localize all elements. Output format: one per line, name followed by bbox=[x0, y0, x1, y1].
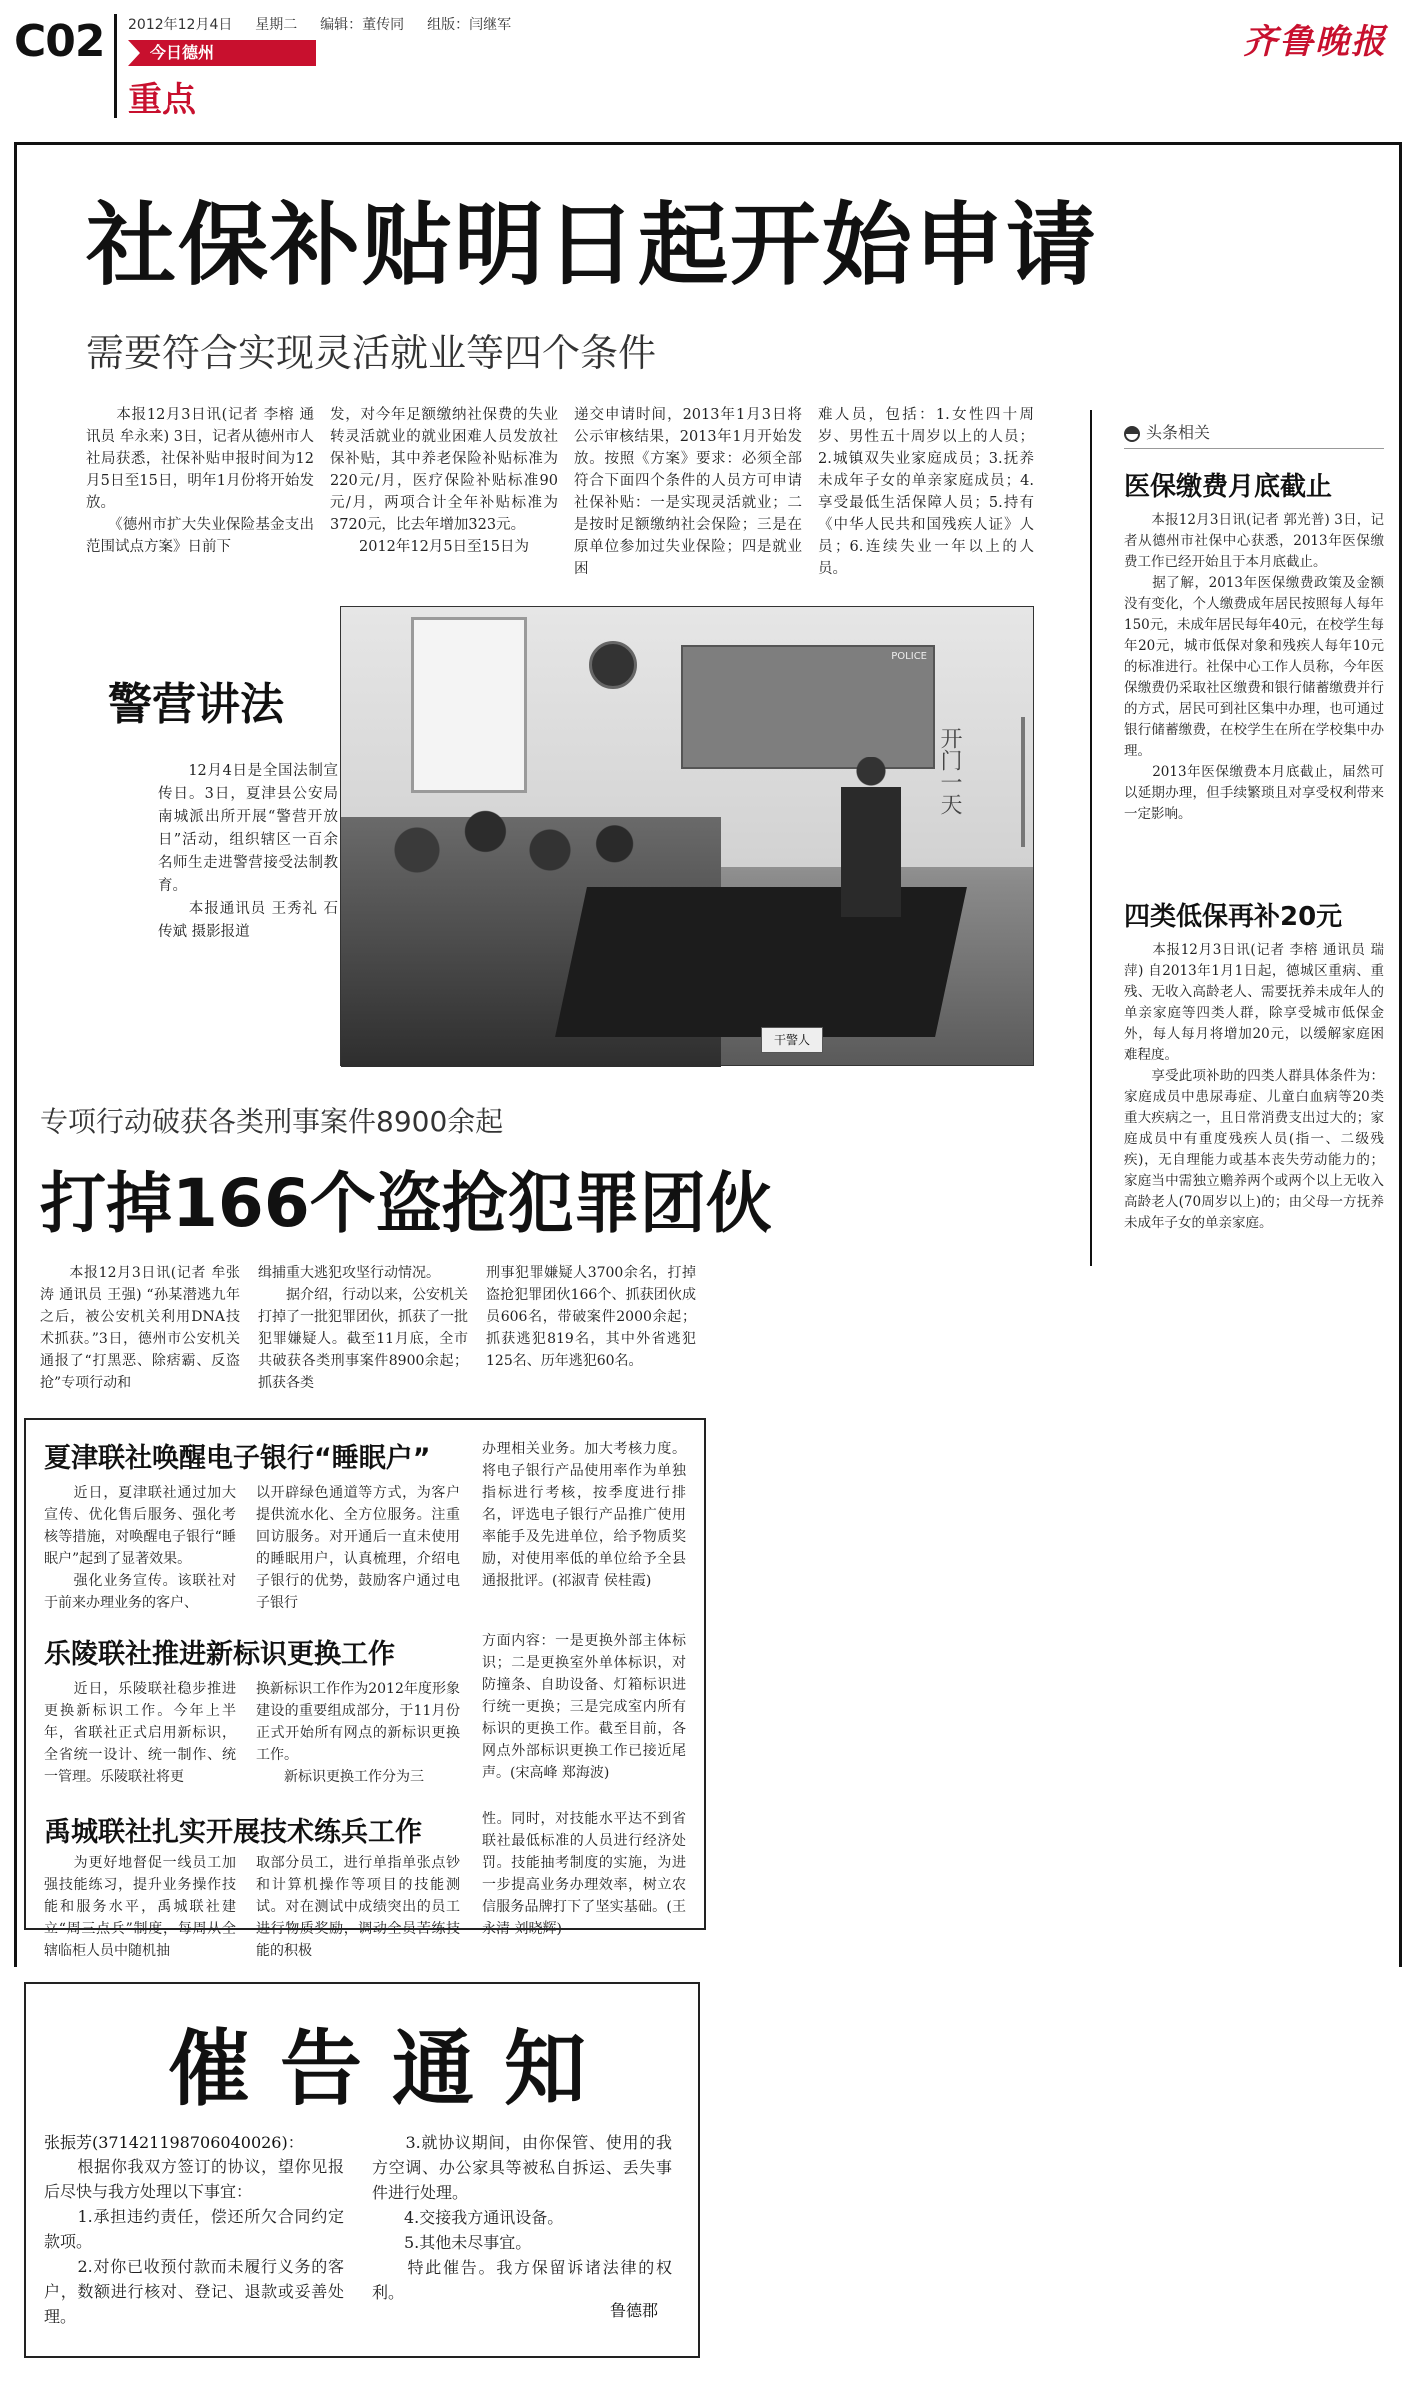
photo-story-caption: 12月4日是全国法制宣传日。3日，夏津县公安局南城派出所开展“警营开放日”活动，组织辖区一百余名师生走进警营接受法制教育。 本报通讯员 王秀礼 石传斌 摄影报道 bbox=[158, 763, 338, 940]
lead-column-3: 递交申请时间，2013年1月3日将公示审核结果，2013年1月开始发放。按照《方案》要求：必须全部符合下面四个条件的人员方可申请社保补贴：一是实现灵活就业；二是按时足额缴纳社会保险；三是在原单位参加过失业保险；四是就业困 bbox=[574, 407, 802, 577]
bank-story-2-title: 乐陵联社推进新标识更换工作 bbox=[44, 1639, 395, 1670]
crime-column-2: 缉捕重大逃犯攻坚行动情况。 据介绍，行动以来，公安机关打掉了一批犯罪团伙，抓获了一批犯罪嫌疑人。截至11月底，全市共破获各类刑事案件8900余起；抓获各类 bbox=[258, 1265, 468, 1391]
sidebar-story-2-title: 四类低保再补20元 bbox=[1124, 902, 1343, 932]
header-layout: 组版：闫继军 bbox=[427, 17, 512, 33]
header-weekday: 星期二 bbox=[255, 17, 298, 33]
section-title: 重点 bbox=[128, 80, 196, 120]
frame-top bbox=[14, 142, 1402, 145]
crime-column-3: 刑事犯罪嫌疑人3700余名，打掉盗抢犯罪团伙166个、抓获团伙成员606名，带破案件2000余起；抓获逃犯819名，其中外省逃犯125名、历年逃犯60名。 bbox=[486, 1265, 696, 1369]
header-date: 2012年12月4日 bbox=[128, 17, 233, 33]
notice-right: 3.就协议期间，由你保管、使用的我方空调、办公家具等被私自拆运、丢失事件进行处理。 4.交接我方通讯设备。 5.其他未尽事宜。 特此催告。我方保留诉诸法律的权利。 bbox=[372, 2133, 672, 2302]
sidebar-tag-icon bbox=[1124, 426, 1140, 442]
lead-column-2: 发，对今年足额缴纳社保费的失业转灵活就业的就业困难人员发放社保补贴，其中养老保险补贴标准为220元/月，医疗保险补贴标准90元/月，两项合计全年补贴标准为3720元，比去年增加323元。 2012年12月5日至15日为 bbox=[330, 407, 558, 555]
nameplate: 干警人 bbox=[761, 1027, 823, 1053]
column-tag: 今日德州 bbox=[150, 43, 215, 62]
frame-right bbox=[1399, 142, 1402, 1967]
calligraphy-sign: 开门一天 bbox=[931, 717, 1025, 847]
notice-addressee: 张振芳(371421198706040026)： bbox=[44, 2133, 304, 2152]
bank-story-1-title: 夏津联社唤醒电子银行“睡眠户” bbox=[44, 1443, 431, 1474]
photo-story-title: 警营讲法 bbox=[108, 679, 284, 730]
header-editor: 编辑：董传同 bbox=[320, 17, 405, 33]
header-meta bbox=[128, 14, 511, 34]
sidebar-story-2-body: 本报12月3日讯(记者 李榕 通讯员 瑞萍) 自2013年1月1日起，德城区重病、重残、无收入高龄老人、需要抚养未成年人的单亲家庭等四类人群，除享受城市低保金外，每人每月将增加20元，以缓解家庭困难程度。 享受此项补助的四类人群具体条件为：家庭成员中患尿毒症、儿童白血病等20类重大疾病之一，且日常消费支出过大的；家庭成员中有重度残疾人员(指一、二级残疾)，无自理能力或基本丧失劳动能力的；家庭当中需独立赡养两个或两个以上无收入高龄老人(70周岁以上)的；由父母一方抚养未成年子女的单亲家庭。 bbox=[1124, 942, 1384, 1231]
notice-title: 催告通知 bbox=[168, 2022, 617, 2117]
bank-story-2-col-1: 近日，乐陵联社稳步推进更换新标识工作。今年上半年，省联社正式启用新标识，全省统一设计、统一制作、统一管理。乐陵联社将更 bbox=[44, 1681, 236, 1785]
bulletin-board bbox=[681, 645, 935, 769]
bank-story-2-col-3: 方面内容：一是更换外部主体标识；二是更换室外单体标识，对防撞条、自助设备、灯箱标识进行统一更换；三是完成室内所有标识的更换工作。截至目前，各网点外部标识更换工作已接近尾声。(宋高峰 郑海波) bbox=[482, 1633, 686, 1781]
conference-table bbox=[555, 887, 967, 1037]
lead-headline: 社保补贴明日起开始申请 bbox=[86, 193, 1098, 298]
masthead-logo: 齐鲁晚报 bbox=[1243, 22, 1387, 62]
sidebar-tag: 头条相关 bbox=[1124, 420, 1210, 443]
bank-story-3-col-3: 性。同时，对技能水平达不到省联社最低标准的人员进行经济处罚。技能抽考制度的实施，为进一步提高业务办理效率，树立农信服务品牌打下了坚实基础。(王永清 刘晓辉) bbox=[482, 1811, 686, 1937]
sidebar-story-1-title: 医保缴费月底截止 bbox=[1124, 472, 1333, 502]
bank-story-2-col-2: 换新标识工作作为2012年度形象建设的重要组成部分，于11月份正式开始所有网点的新标识更换工作。 新标识更换工作分为三 bbox=[256, 1681, 460, 1785]
bank-story-1-col-3: 办理相关业务。加大考核力度。将电子银行产品使用率作为单独指标进行考核，按季度进行排名，评选电子银行产品推广使用率能手及先进单位，给予物质奖励，对使用率低的单位给予全县通报批评。(祁淑青 侯桂霞) bbox=[482, 1441, 686, 1589]
sidebar-story-1-body: 本报12月3日讯(记者 郭光普) 3日，记者从德州市社保中心获悉，2013年医保缴费工作已经开始且于本月底截止。 据了解，2013年医保缴费政策及金额没有变化，个人缴费成年居民按照每人每年150元，未成年居民每年40元，在校学生每年20元，城市低保对象和残疾人每年10元的标准进行。社保中心工作人员称，今年医保缴费仍采取社区缴费和银行储蓄缴费并行的方式，居民可到社区集中办理，也可通过银行储蓄缴费，在校学生在所在学校集中办理。 2013年医保缴费本月底截止，届然可以延期办理，但手续繁琐且对享受权利带来一定影响。 bbox=[1124, 512, 1384, 822]
lead-column-4: 难人员，包括：1.女性四十周岁、男性五十周岁以上的人员；2.城镇双失业家庭成员；3.抚养未成年子女的单亲家庭成员；4.享受最低生活保障人员；5.持有《中华人民共和国残疾人证》人员；6.连续失业一年以上的人员。 bbox=[818, 407, 1034, 577]
bank-story-1-col-2: 以开辟绿色通道等方式，为客户提供流水化、全方位服务。注重回访服务。对开通后一直未使用的睡眠用户，认真梳理，介绍电子银行的优势，鼓励客户通过电子银行 bbox=[256, 1485, 460, 1611]
sidebar-tag-rule bbox=[1124, 448, 1384, 449]
bank-story-1-col-1: 近日，夏津联社通过加大宣传、优化售后服务、强化考核等措施，对唤醒电子银行“睡眠户”起到了显著效果。 强化业务宣传。该联社对于前来办理业务的客户、 bbox=[44, 1485, 236, 1611]
crime-headline: 打掉166个盗抢犯罪团伙 bbox=[40, 1165, 772, 1242]
standing-student-shape bbox=[841, 757, 901, 917]
lead-subhead: 需要符合实现灵活就业等四个条件 bbox=[86, 331, 657, 375]
crime-kicker: 专项行动破获各类刑事案件8900余起 bbox=[40, 1105, 504, 1138]
bank-story-3-col-2: 取部分员工，进行单指单张点钞和计算机操作等项目的技能测试。对在测试中成绩突出的员工进行物质奖励，调动全员苦练技能的积极 bbox=[256, 1855, 460, 1959]
page-number: C02 bbox=[14, 16, 105, 67]
sidebar-divider bbox=[1090, 410, 1092, 1266]
frame-left bbox=[14, 142, 17, 1967]
wall-clock-icon bbox=[589, 641, 637, 689]
column-tag-bar bbox=[128, 40, 316, 66]
news-photo bbox=[340, 606, 1034, 1066]
lead-column-1: 本报12月3日讯(记者 李榕 通讯员 牟永来) 3日，记者从德州市人社局获悉，社保补贴申报时间为12月5日至15日，明年1月份将开始发放。 《德州市扩大失业保险基金支出范围试点方案》日前下 bbox=[86, 407, 314, 555]
notice-signature: 鲁德郡 bbox=[610, 2301, 659, 2320]
header-divider-vertical bbox=[114, 14, 117, 118]
bank-story-3-col-1: 为更好地督促一线员工加强技能练习，提升业务操作技能和服务水平，禹城联社建立“周三点兵”制度，每周从全辖临柜人员中随机抽 bbox=[44, 1855, 236, 1959]
notice-left: 根据你我双方签订的协议，望你见报后尽快与我方处理以下事宜： 1.承担违约责任，偿还所欠合同约定款项。 2.对你已收预付款而未履行义务的客户，数额进行核对、登记、退款或妥善处理。 bbox=[44, 2157, 344, 2326]
police-sign: POLICE bbox=[891, 651, 927, 662]
bank-story-3-title: 禹城联社扎实开展技术练兵工作 bbox=[44, 1817, 422, 1848]
crime-column-1: 本报12月3日讯(记者 牟张涛 通讯员 王强) “孙某潜逃九年之后，被公安机关利用DNA技术抓获。”3日，德州市公安机关通报了“打黑恶、除痞霸、反盗抢”专项行动和 bbox=[40, 1265, 240, 1391]
